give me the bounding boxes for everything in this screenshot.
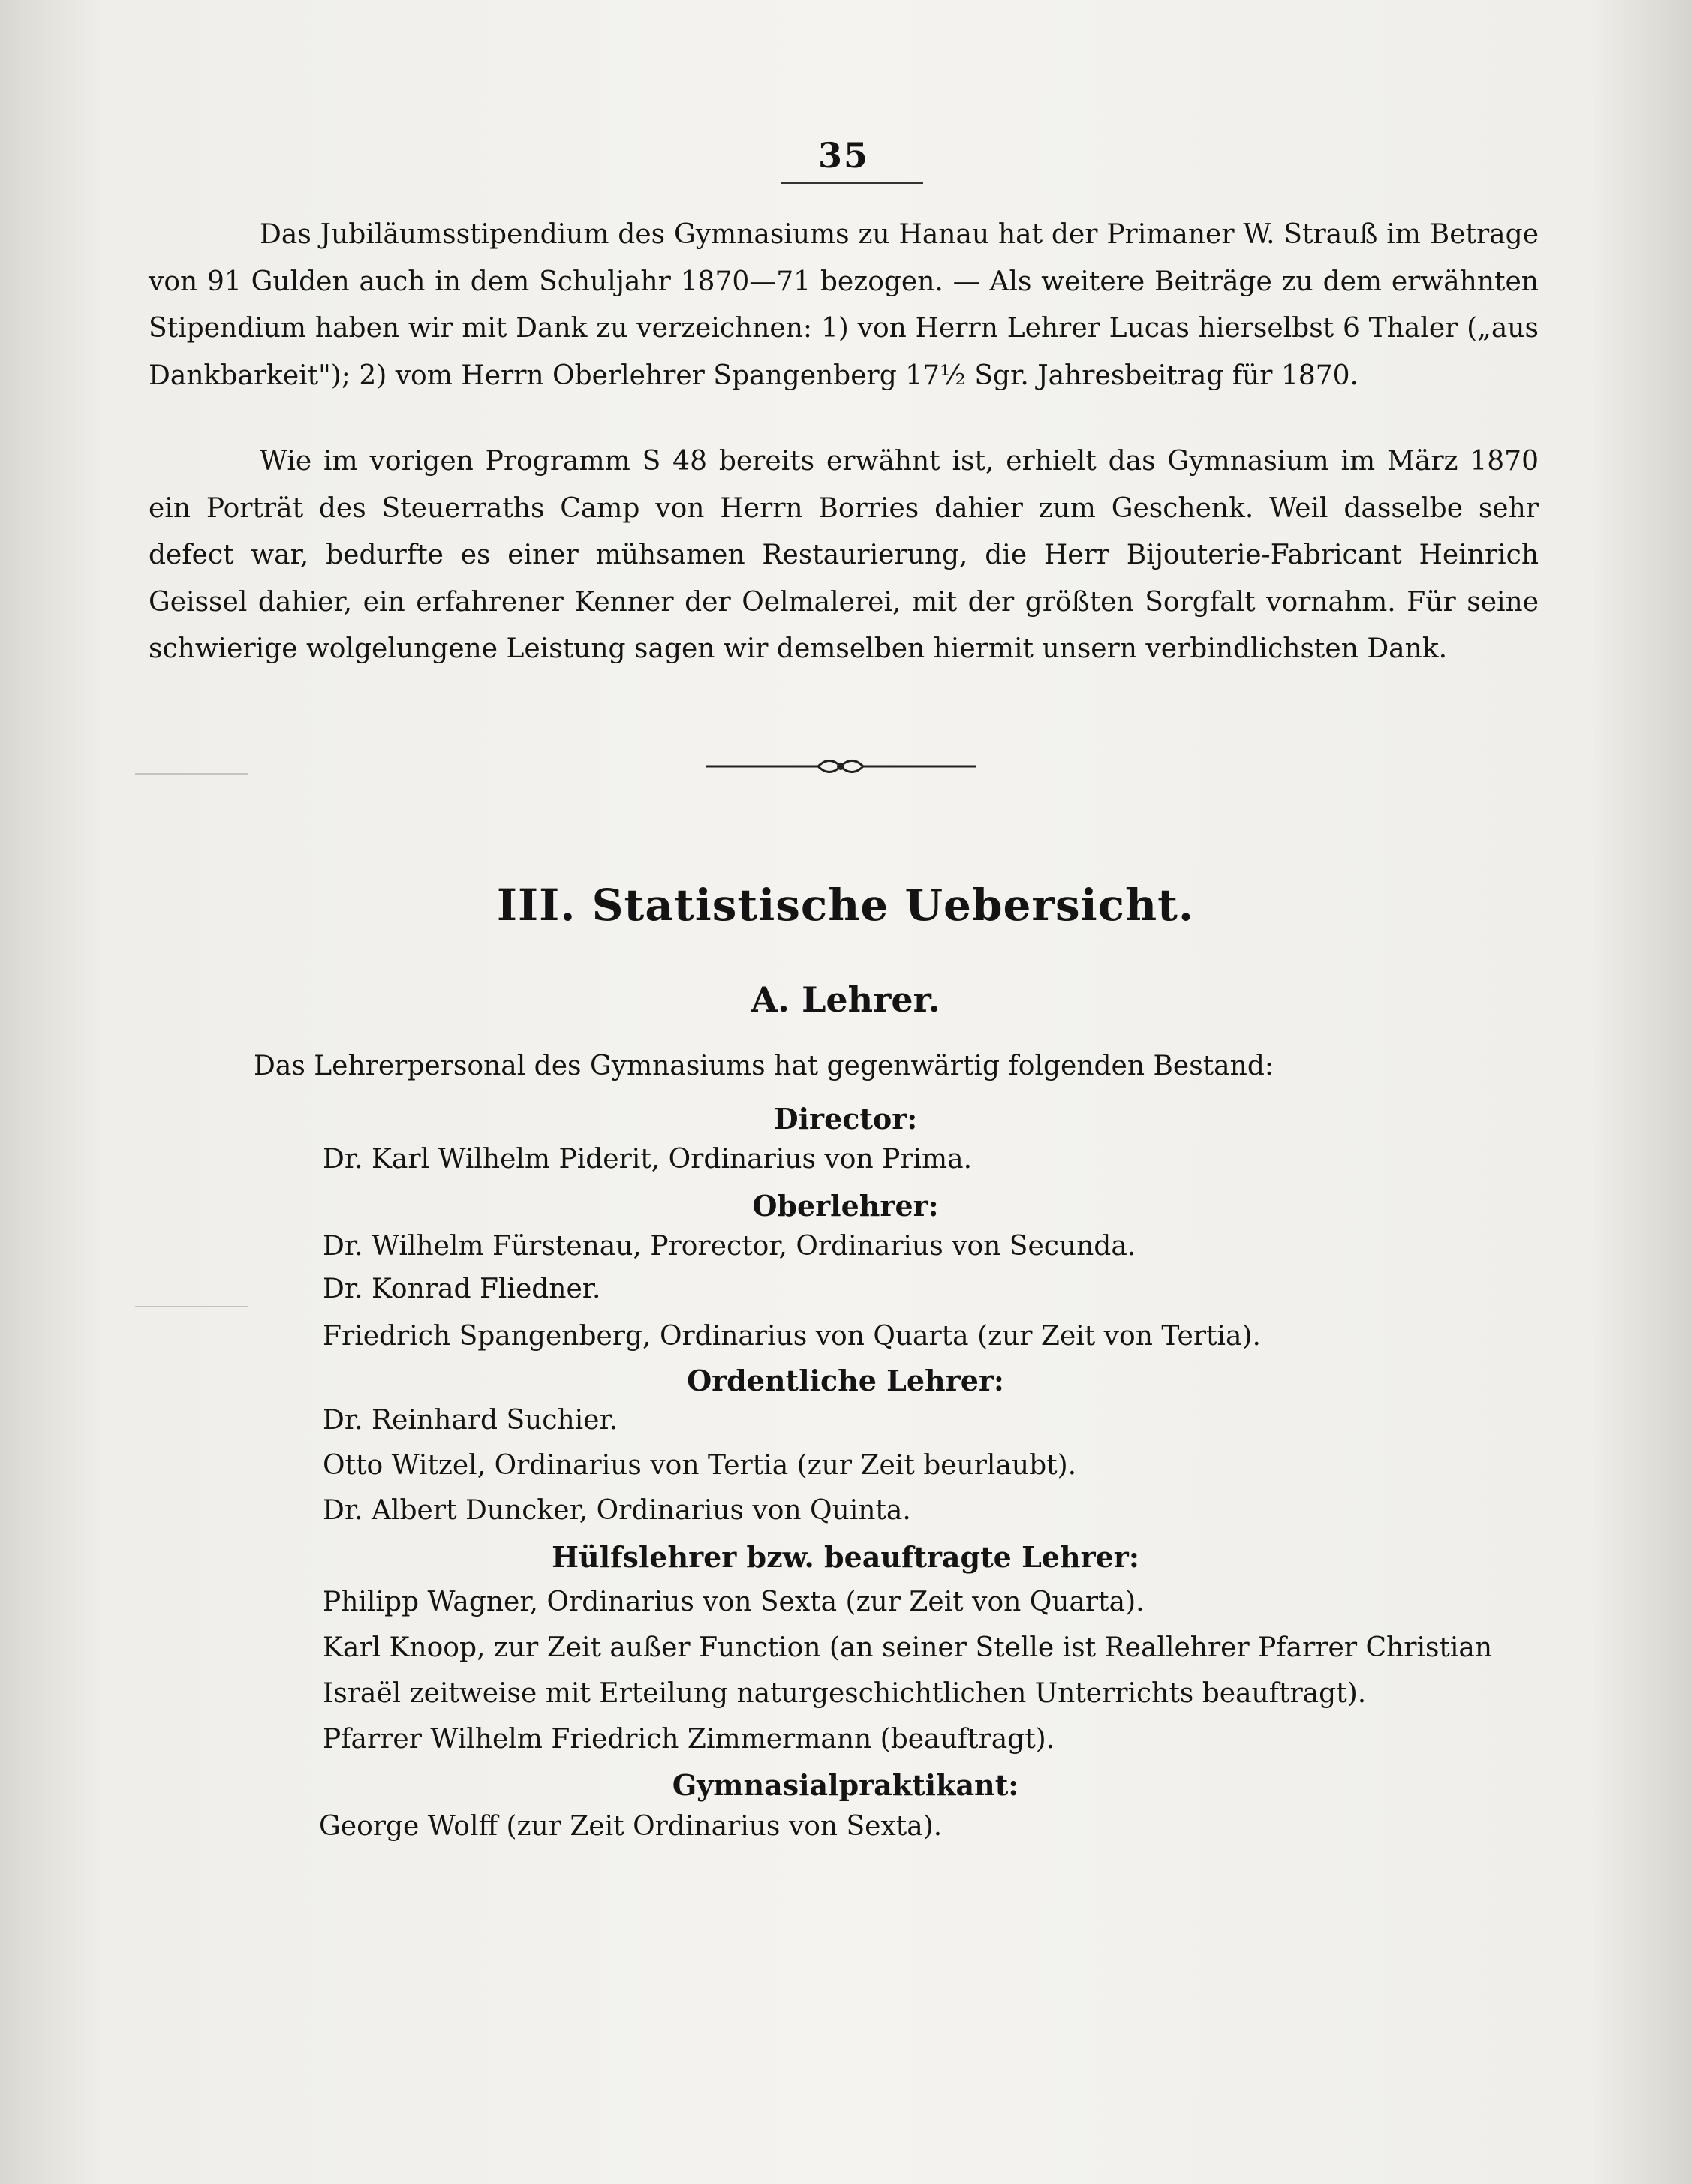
- huelfslehrer-heading: Hülfslehrer bzw. beauftragte Lehrer:: [552, 1540, 1139, 1574]
- staff-entry: Dr. Reinhard Suchier.: [323, 1405, 618, 1436]
- paragraph-portrait: Wie im vorigen Programm S 48 bereits erwähnt ist, erhielt das Gymnasium im März 1870 ein Porträt des Steuerraths Camp von Herrn Borries dahier zum Geschenk. Weil dasselbe sehr defect war, bedurfte es einer mühsamen Restaurierung, die Herr Bijouterie-Fabricant Heinrich Geissel dahier, ein erfahrener Kenner der Oelmalerei, mit der größten Sorgfalt vornahm. Für seine schwierige wolgelungene Leistung sagen wir demselben hiermit unsern verbindlichsten Dank.: [149, 446, 1539, 664]
- staff-entry: Dr. Karl Wilhelm Piderit, Ordinarius von Prima.: [323, 1144, 973, 1175]
- staff-entry: Otto Witzel, Ordinarius von Tertia (zur Zeit beurlaubt).: [323, 1450, 1077, 1481]
- staff-entry: George Wolff (zur Zeit Ordinarius von Sexta).: [319, 1811, 943, 1842]
- staff-entry-continued: Israël zeitweise mit Erteilung naturgeschichtlichen Unterrichts beauftragt).: [323, 1678, 1367, 1709]
- staff-entry: Pfarrer Wilhelm Friedrich Zimmermann (beauftragt).: [323, 1724, 1055, 1755]
- staff-intro: Das Lehrerpersonal des Gymnasiums hat gegenwärtig folgenden Bestand:: [254, 1051, 1274, 1081]
- section-title: III. Statistische Uebersicht.: [496, 880, 1195, 931]
- page-number-rule: [781, 182, 923, 184]
- staff-entry: Friedrich Spangenberg, Ordinarius von Quarta (zur Zeit von Tertia).: [323, 1321, 1261, 1352]
- staff-entry: Dr. Konrad Fliedner.: [323, 1274, 601, 1304]
- page-number: 35: [818, 135, 870, 176]
- subsection-title: A. Lehrer.: [751, 979, 940, 1020]
- show-through-mark: [135, 773, 248, 775]
- director-heading: Director:: [773, 1102, 918, 1136]
- staff-entry: Dr. Albert Duncker, Ordinarius von Quinta.: [323, 1495, 911, 1526]
- praktikant-heading: Gymnasialpraktikant:: [672, 1768, 1019, 1802]
- paragraph-stipendium: Das Jubiläumsstipendium des Gymnasiums zu Hanau hat der Primaner W. Strauß im Betrage von 91 Gulden auch in dem Schuljahr 1870—71 bezogen. — Als weitere Beiträge zu dem erwähnten Stipendium haben wir mit Dank zu verzeichnen: 1) von Herrn Lehrer Lucas hierselbst 6 Thaler („aus Dankbarkeit"); 2) vom Herrn Oberlehrer Spangenberg 17½ Sgr. Jahresbeitrag für 1870.: [149, 219, 1539, 391]
- ordentliche-heading: Ordentliche Lehrer:: [687, 1364, 1004, 1397]
- staff-entry: Philipp Wagner, Ordinarius von Sexta (zur Zeit von Quarta).: [323, 1587, 1145, 1617]
- oberlehrer-heading: Oberlehrer:: [752, 1189, 939, 1223]
- staff-entry: Dr. Wilhelm Fürstenau, Prorector, Ordinarius von Secunda.: [323, 1231, 1136, 1262]
- show-through-mark: [135, 1306, 248, 1307]
- staff-entry: Karl Knoop, zur Zeit außer Function (an seiner Stelle ist Reallehrer Pfarrer Christian: [323, 1632, 1493, 1663]
- ornament-divider-icon: [706, 748, 976, 785]
